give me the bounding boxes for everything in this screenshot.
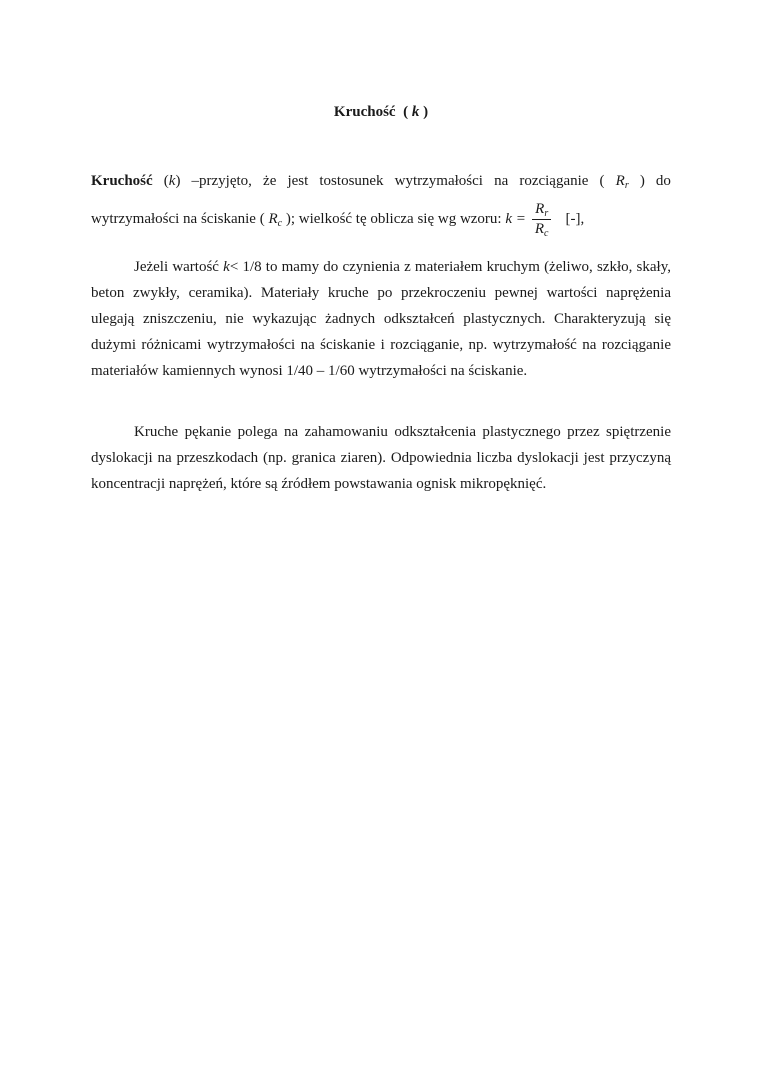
definition-word: –przyjęto, [191,173,252,189]
definition-term: Kruchość [91,173,153,189]
fraction-numerator: $R_r$ [532,201,551,220]
definition-word: rozciąganie [519,173,589,189]
definition-word: tostosunek [319,173,384,189]
title-paren-close: ) [423,104,429,120]
definition-line2-start: wytrzymałości na ściskanie ( [91,210,265,227]
title-paren-open: ( [403,104,409,120]
paragraph-brittle-materials [91,254,671,384]
brittleness-formula-fraction [532,201,552,238]
formula-lhs: k = [505,210,526,227]
definition-line2-mid: ); wielkość tę oblicza się wg wzoru: [285,210,502,227]
definition-word: do [655,173,671,189]
paragraph1-var: k [223,259,230,275]
compressive-strength-symbol: $R_c$ [268,210,283,229]
definition-line-2 [91,200,671,239]
definition-word: na [494,173,509,189]
definition-word: wytrzymałości [394,173,483,189]
tensile-strength-paren-close: ) [639,173,645,189]
definition-paragraph [91,168,671,239]
tensile-strength-symbol: $R_r$ [615,173,629,191]
tensile-strength-paren-open: ( [599,173,605,189]
definition-symbol: (k) [163,173,181,189]
formula-unit: [-], [565,210,585,227]
definition-line-1 [91,168,671,194]
paragraph-brittle-fracture: Kruche pękanie polega na zahamowaniu odkształcenia plastycznego przez spiętrzenie dyslokacji na przeszkodach (np. granica ziaren). Odpowiednia liczba dyslokacji jest przyczyną koncentracji naprężeń, które są źródłem powstawania ognisk mikropęknięć. [91,424,671,492]
fraction-denominator: $R_c$ [534,220,549,239]
definition-word: jest [287,173,309,189]
paragraph1-before: Jeżeli wartość [134,259,224,275]
page-title [91,104,671,121]
paragraph1-after: < 1/8 to mamy do czynienia z materiałem kruchym (żeliwo, szkło, skały, beton zwykły, ceramika). Materiały kruche po przekroczeniu pewnej wartości naprężenia ulegają zniszczeniu, nie wykazując żadnych odkształceń plastycznych. Charakteryzują się dużymi różnicami wytrzymałości na ściskanie i rozciąganie, np. wytrzymałość na rozciąganie materiałów kamiennych wynosi 1/40 – 1/60 wytrzymałości na ściskanie. [91,259,671,379]
title-symbol: k [411,104,420,120]
title-word: Kruchość [333,104,396,120]
definition-word: że [263,173,277,189]
